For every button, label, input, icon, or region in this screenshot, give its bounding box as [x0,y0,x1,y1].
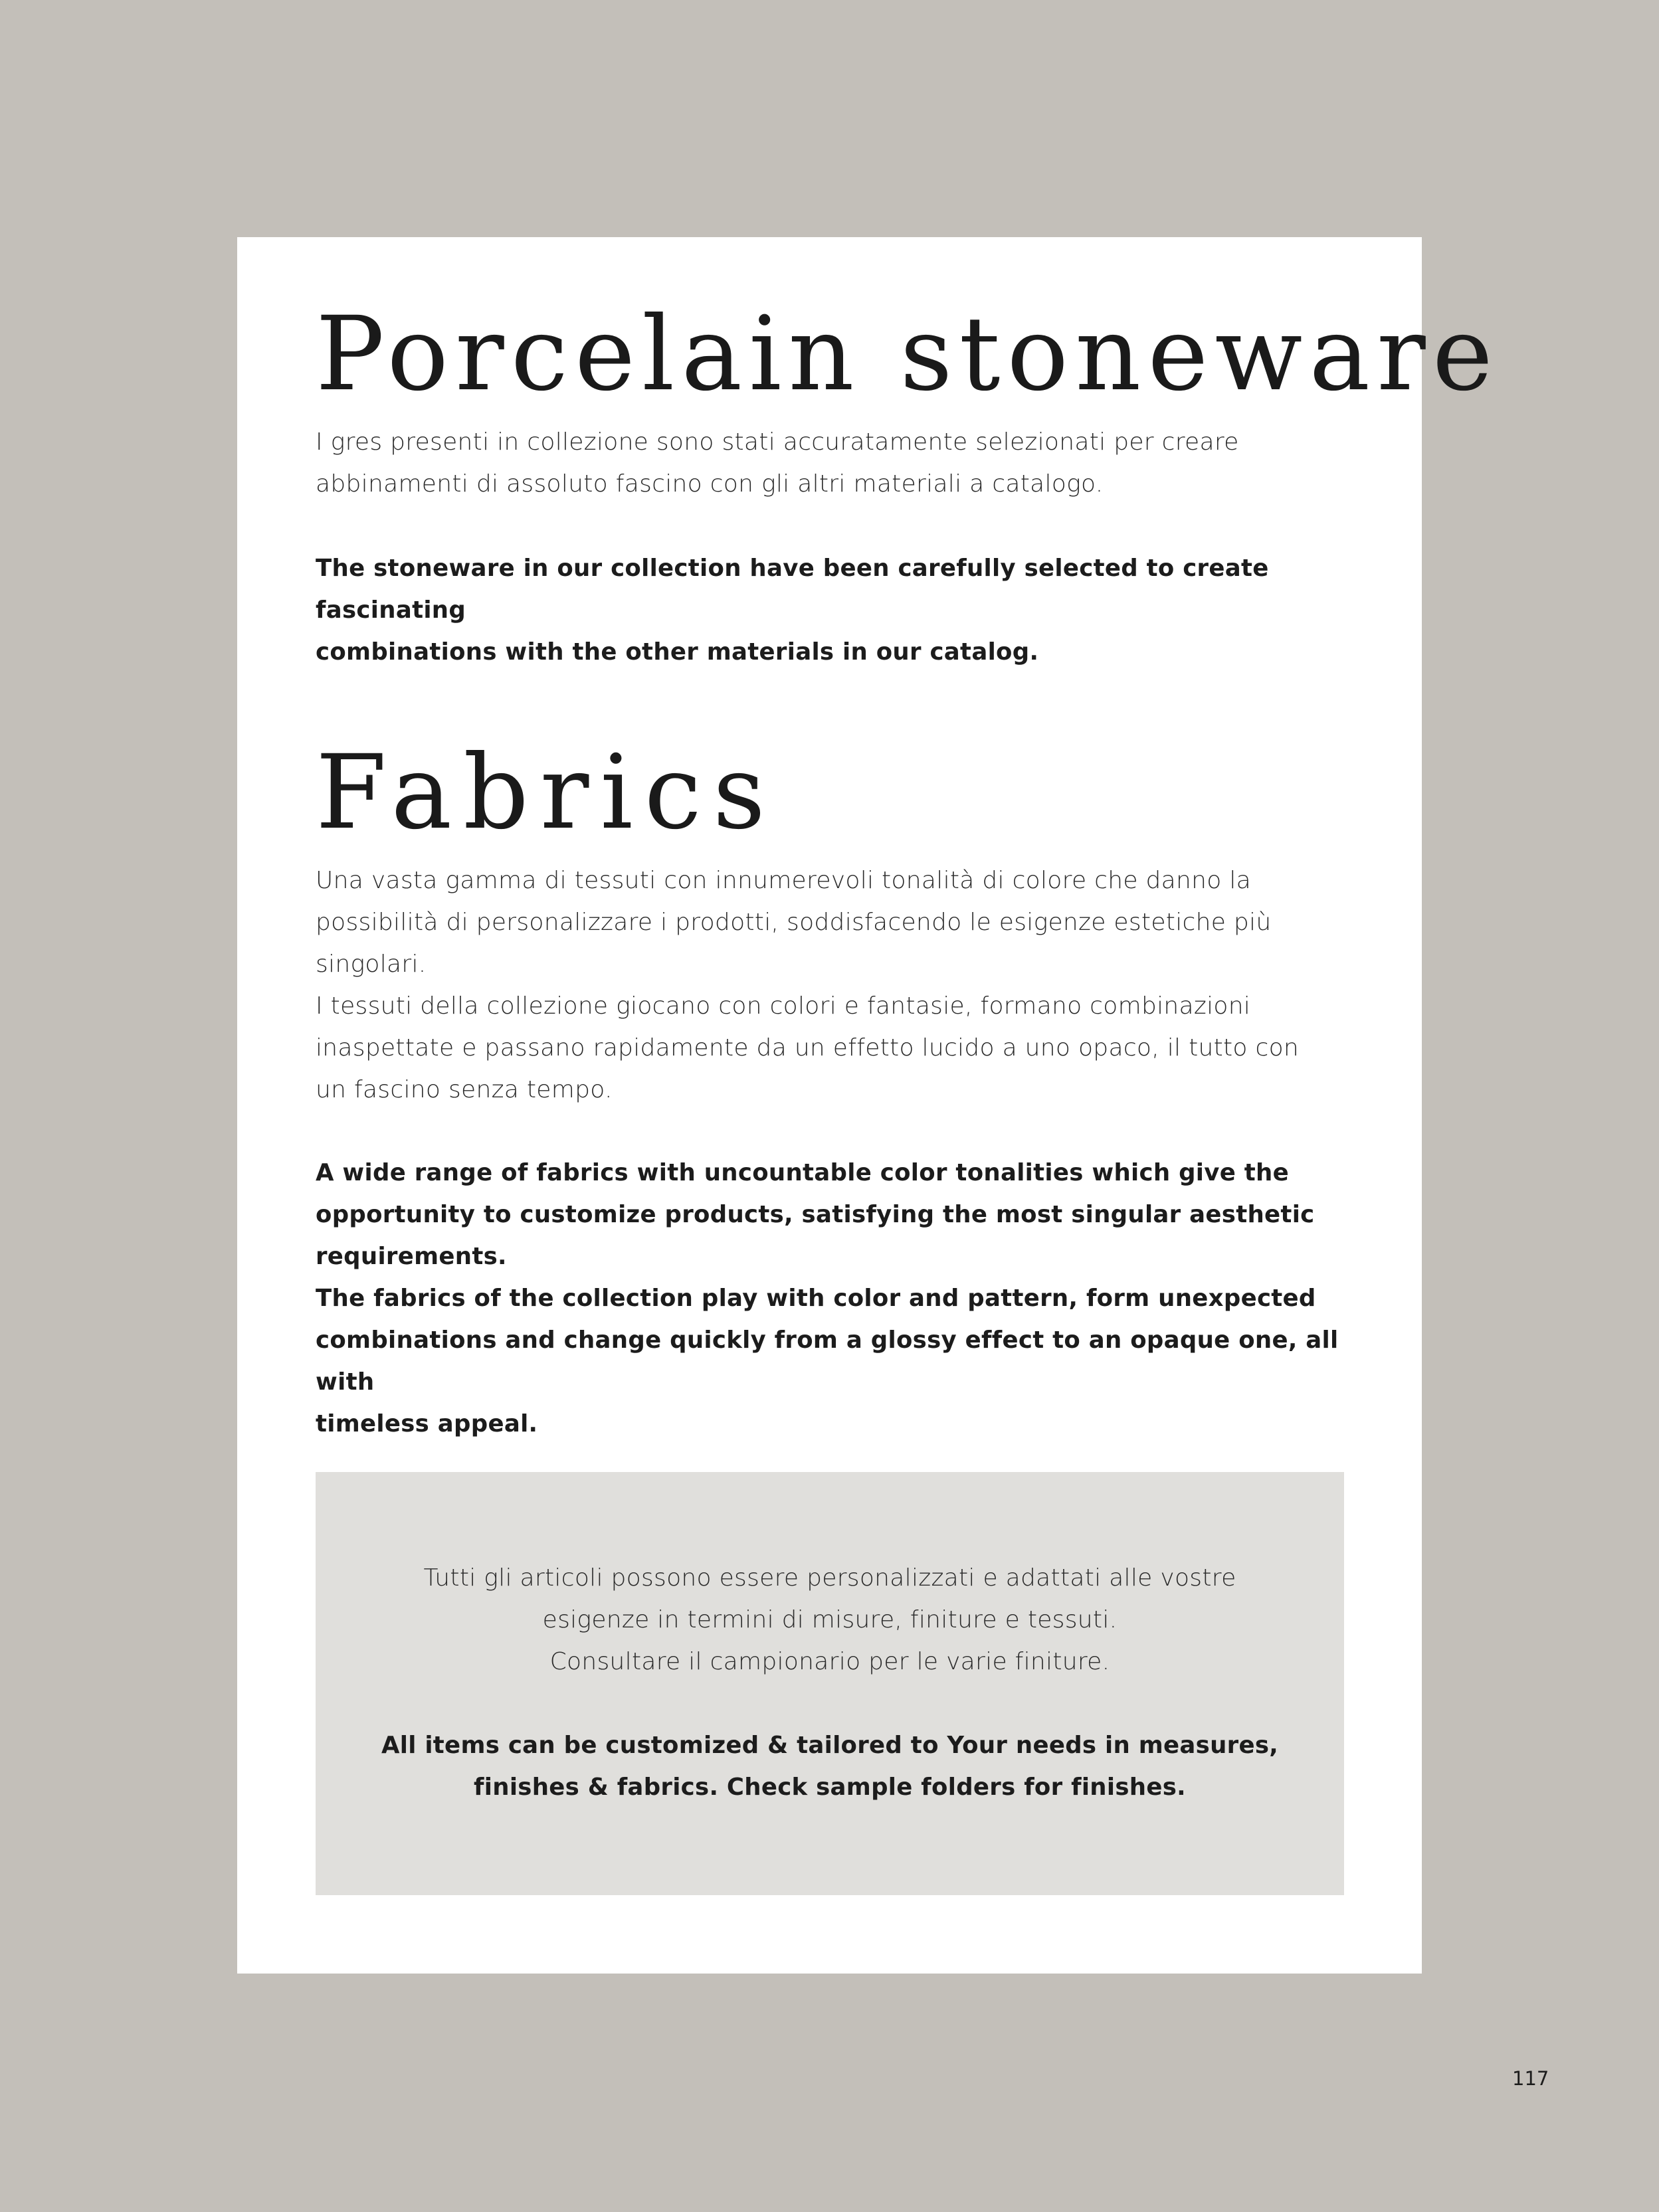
fabrics-title: Fabrics [316,733,777,852]
page-number: 117 [1512,2067,1549,2090]
fabrics-en-line: requirements. [316,1243,507,1270]
customization-note-box [316,1472,1344,1895]
fabrics-it-line: I tessuti della collezione giocano con colori e fantasie, formano combinazioni [316,992,1251,1020]
fabrics-en-line: combinations and change quickly from a glossy effect to an opaque one, all with [316,1327,1339,1396]
note-en-line: finishes & fabrics. Check sample folders for finishes. [474,1774,1186,1801]
fabrics-it-line: singolari. [316,951,427,978]
fabrics-it-line: un fascino senza tempo. [316,1076,613,1103]
note-en-line: All items can be customized & tailored to Your needs in measures, [381,1732,1279,1759]
fabrics-en-line: timeless appeal. [316,1410,538,1437]
fabrics-en-line: The fabrics of the collection play with color and pattern, form unexpected [316,1285,1316,1312]
fabrics-it-line: Una vasta gamma di tessuti con innumerevoli tonalità di colore che danno la [316,867,1252,894]
content-card [237,237,1500,1974]
fabrics-en-line: opportunity to customize products, satisfying the most singular aesthetic [316,1201,1315,1228]
porcelain-en-line: The stoneware in our collection have been carefully selected to create fascinating [316,555,1269,624]
porcelain-section [316,295,1500,414]
porcelain-it-line: abbinamenti di assoluto fascino con gli altri materiali a catalogo. [316,470,1104,498]
fabrics-english-text [316,1152,1344,1445]
porcelain-it-line: I gres presenti in collezione sono stati accuratamente selezionati per creare [316,428,1239,456]
note-it-line: esigenze in termini di misure, finiture e tessuti. [542,1606,1118,1633]
fabrics-it-line: possibilità di personalizzare i prodotti, soddisfacendo le esigenze estetiche più [316,909,1272,936]
fabrics-it-line: inaspettate e passano rapidamente da un effetto lucido a uno opaco, il tutto con [316,1034,1300,1061]
porcelain-title: Porcelain stoneware [316,295,1500,414]
porcelain-italian-text [316,421,1344,505]
porcelain-en-line: combinations with the other materials in our catalog. [316,638,1039,666]
fabrics-en-line: A wide range of fabrics with uncountable color tonalities which give the [316,1159,1289,1186]
porcelain-english-text [316,547,1344,673]
fabrics-section [316,733,1344,852]
note-it-line: Consultare il campionario per le varie finiture. [549,1648,1110,1675]
fabrics-italian-text [316,860,1344,1111]
note-it-line: Tutti gli articoli possono essere personalizzati e adattati alle vostre [423,1564,1236,1592]
customization-note [316,1557,1344,1808]
